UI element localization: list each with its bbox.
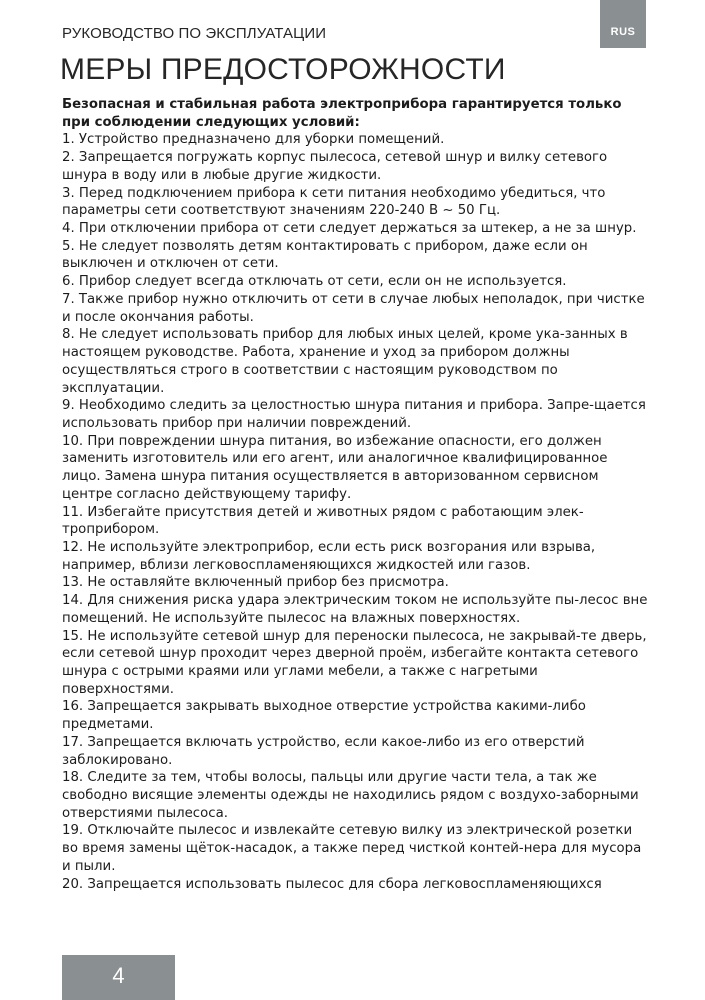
rule-item: 7. Также прибор нужно отключить от сети в случае любых неполадок, при чистке и после окончания работы. [62,291,645,325]
rule-item: 2. Запрещается погружать корпус пылесоса, сетевой шнур и вилку сетевого шнура в воду или в любые другие жидкости. [62,150,608,183]
page-number-tab: 4 [62,955,175,1000]
rule-item: 10. При повреждении шнура питания, во избежание опасности, его должен заменить изготовитель или его агент, или аналогичное квалифицированное лицо. Замена шнура питания осуществляется в авторизованном сервисном центре согласно действующему тарифу. [62,433,608,502]
language-tab: RUS [600,0,646,48]
rule-item: 1. Устройство предназначено для уборки помещений. [62,132,445,148]
section-title: МЕРЫ ПРЕДОСТОРОЖНОСТИ [60,53,506,86]
rule-item: 11. Избегайте присутствия детей и животных рядом с работающим элек-троприбором. [62,504,584,538]
rule-item: 13. Не оставляйте включенный прибор без присмотра. [62,575,449,591]
rule-item: 4. При отключении прибора от сети следует держаться за штекер, а не за шнур. [62,221,637,237]
document-header-title: РУКОВОДСТВО ПО ЭКСПЛУАТАЦИИ [62,25,327,42]
rule-item: 12. Не используйте электроприбор, если есть риск возгорания или взрыва, например, вблизи легковоспламеняющихся жидкостей или газов. [62,539,596,573]
rule-item: 6. Прибор следует всегда отключать от сети, если он не используется. [62,274,567,290]
intro-paragraph: Безопасная и стабильная работа электроприбора гарантируется только при соблюдении следующих условий: [62,97,622,130]
rule-item: 9. Необходимо следить за целостностью шнура питания и прибора. Запре-щается использовать прибор при наличии повреждений. [62,398,646,431]
rule-item: 15. Не используйте сетевой шнур для переноски пылесоса, не закрывай-те дверь, если сетевой шнур проходит через дверной проём, избегайте контакта сетевого шнура с острыми краями или углами мебели, а также с нагретыми поверхностями. [62,628,647,697]
rule-item: 5. Не следует позволять детям контактировать с прибором, даже если он выключен и отключен от сети. [62,238,588,272]
rule-item: 18. Следите за тем, чтобы волосы, пальцы или другие части тела, а так же свободно висящие элементы одежды не находились рядом с воздухо-заборными отверстиями пылесоса. [62,770,639,821]
rule-item: 17. Запрещается включать устройство, если какое-либо из его отверстий заблокировано. [62,734,585,768]
rule-item: 8. Не следует использовать прибор для любых иных целей, кроме ука-занных в настоящем руководстве. Работа, хранение и уход за прибором должны осуществляться строго в соответствии с настоящим руководством по эксплуатации. [62,327,628,396]
rule-item: 3. Перед подключением прибора к сети питания необходимо убедиться, что параметры сети соответствуют значениям 220-240 В ~ 50 Гц. [62,185,606,219]
rule-item: 19. Отключайте пылесос и извлекайте сетевую вилку из электрической розетки во время замены щёток-насадок, а также перед чисткой контей-нера для мусора и пыли. [62,823,642,874]
rule-item: 14. Для снижения риска удара электрическим током не используйте пы-лесос вне помещений. Не используйте пылесос на влажных поверхностях. [62,593,648,626]
rule-item: 20. Запрещается использовать пылесос для сбора легковоспламеняющихся [62,876,602,892]
precautions-content [62,96,650,893]
rule-item: 16. Запрещается закрывать выходное отверстие устройства какими-либо предметами. [62,699,586,733]
